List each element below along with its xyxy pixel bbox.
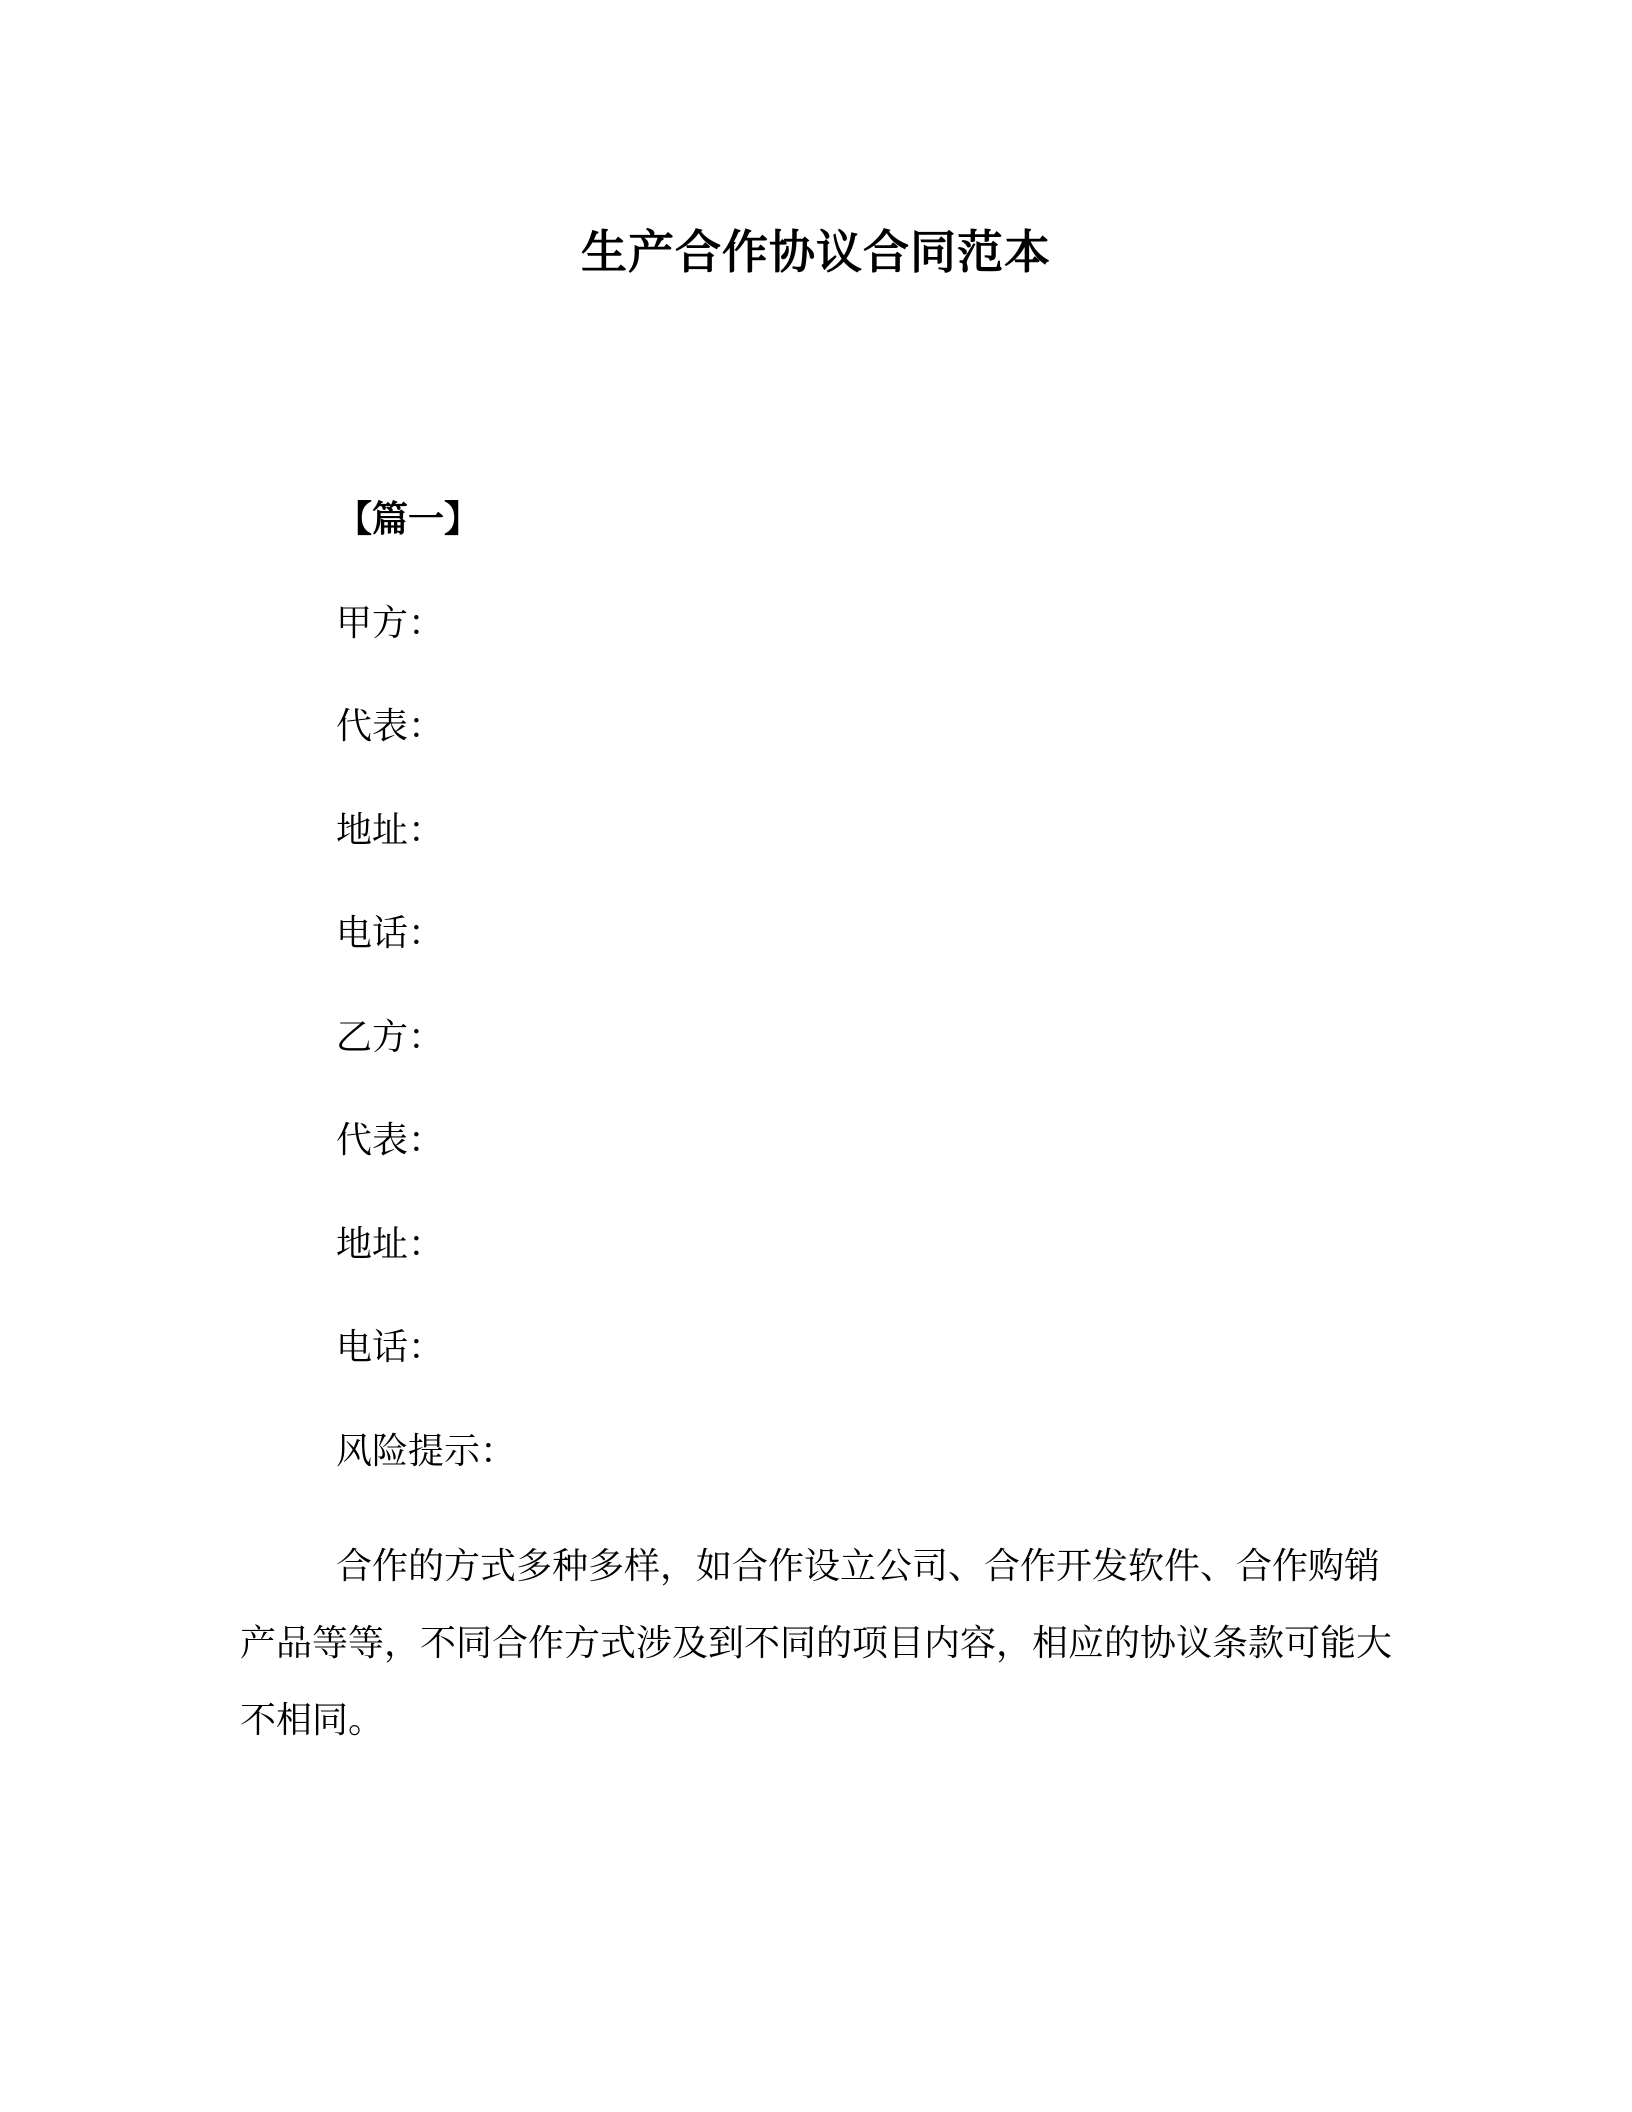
party-b-representative-label: 代表： [336,1120,445,1161]
risk-notice-paragraph: 合作的方式多种多样，如合作设立公司、合作开发软件、合作购销产品等等，不同合作方式涉及到不同的项目内容，相应的协议条款可能大不相同。 [240,1546,1393,1741]
document-title: 生产合作协议合同范本 [581,225,1051,279]
party-b-label: 乙方： [336,1017,445,1058]
party-b-phone-label: 电话： [336,1327,445,1368]
party-a-address-label: 地址： [336,810,445,851]
party-a-representative-label: 代表： [336,706,445,747]
party-a-label: 甲方： [336,603,445,644]
risk-notice-label: 风险提示： [336,1431,517,1472]
party-b-address-label: 地址： [336,1224,445,1265]
party-a-phone-label: 电话： [336,913,445,954]
section-heading: 【篇一】 [336,499,481,540]
